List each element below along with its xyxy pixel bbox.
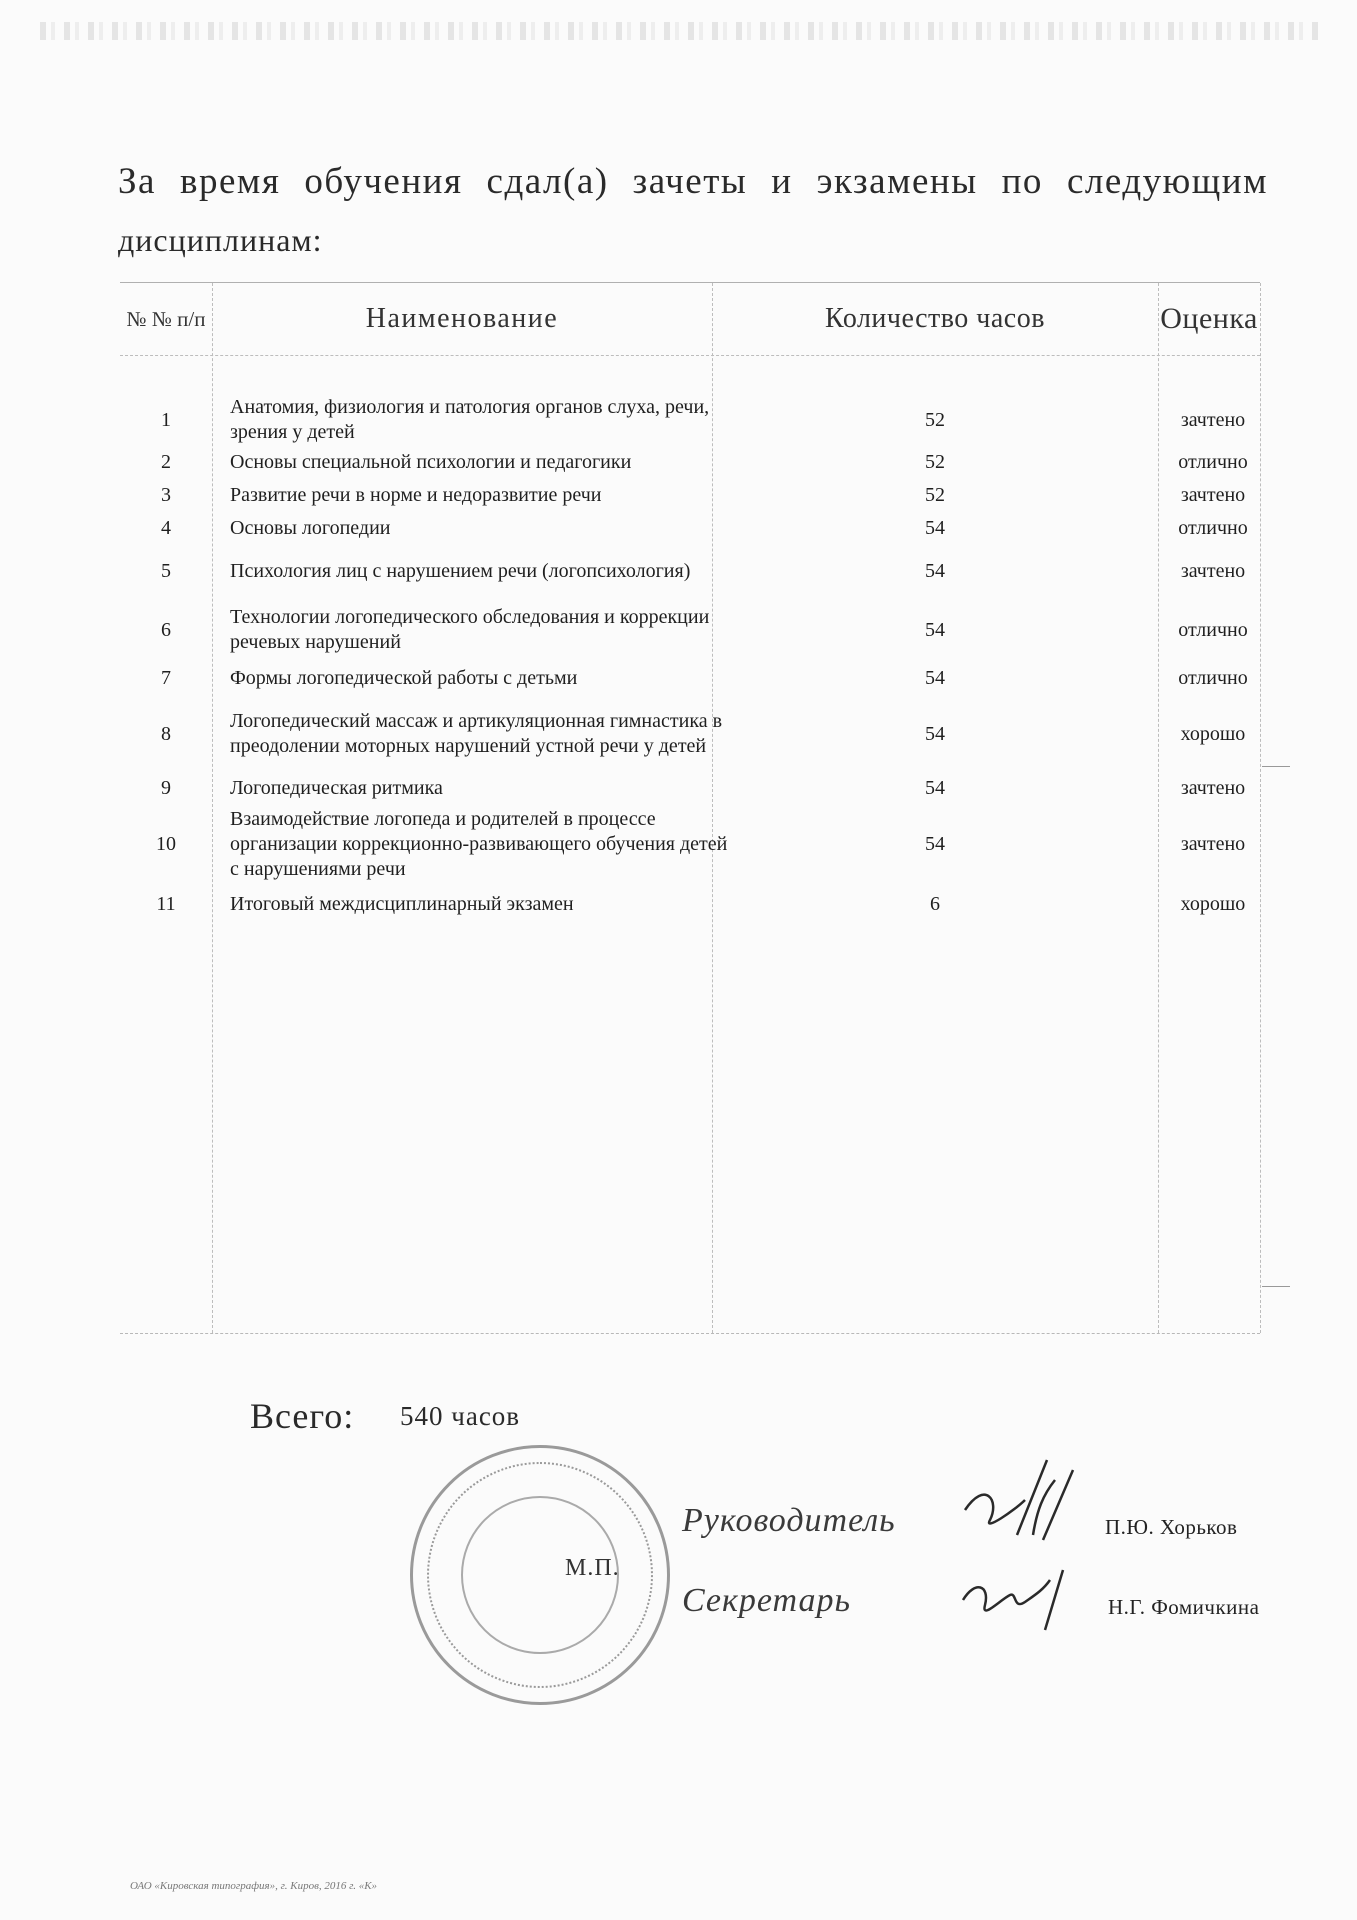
header-name: Наименование [365,303,559,334]
head-name: П.Ю. Хорьков [1105,1515,1238,1539]
row-hours: 54 [925,559,945,582]
row-name: Психология лиц с нарушением речи (логопсихология) [230,559,691,582]
table-row [120,447,1260,477]
page-heading-continuation: дисциплинам: [118,222,323,258]
head-role: Руководитель [682,1502,896,1539]
row-number: 7 [161,666,171,689]
table-row [120,696,1260,772]
row-number: 2 [161,450,171,473]
secretary-name: Н.Г. Фомичкина [1108,1595,1260,1619]
row-number: 11 [156,892,176,915]
row-hours: 54 [925,516,945,539]
row-name: Логопедический массаж и артикуляционная гимнастика в преодолении моторных нарушений устной речи у детей [230,710,723,757]
scan-edge-mark [1262,766,1290,767]
row-grade: зачтено [1180,559,1246,582]
row-grade: отлично [1178,666,1248,689]
row-hours: 54 [925,832,945,855]
row-number: 3 [161,483,171,506]
row-number: 5 [161,559,171,582]
row-name: Основы логопедии [230,516,391,539]
row-name: Формы логопедической работы с детьми [230,666,578,689]
header-divider [120,355,1260,356]
row-name: Анатомия, физиология и патология органов слуха, речи, зрения у детей [230,396,710,443]
row-hours: 52 [925,408,945,431]
row-hours: 54 [925,666,945,689]
row-name: Развитие речи в норме и недоразвитие речи [230,483,602,506]
row-name: Итоговый междисциплинарный экзамен [230,892,574,915]
table-row [120,663,1260,693]
total-label: Всего: [250,1396,355,1436]
total-section [250,1395,521,1437]
table-row [120,773,1260,803]
row-hours: 54 [925,722,945,745]
printer-footer: ОАО «Кировская типография», г. Киров, 2016 г. «К» [130,1880,378,1892]
secretary-role: Секретарь [682,1582,851,1619]
secretary-signature [955,1560,1075,1640]
table-row [120,605,1260,655]
row-grade: хорошо [1180,722,1246,745]
row-grade: зачтено [1180,483,1246,506]
table-row [120,546,1260,596]
table-row [120,395,1260,445]
scan-edge-mark [1262,1286,1290,1287]
row-hours: 54 [925,618,945,641]
row-grade: отлично [1178,450,1248,473]
row-grade: зачтено [1180,408,1246,431]
row-hours: 52 [925,483,945,506]
row-hours: 6 [930,892,940,915]
disciplines-table [120,282,1260,1334]
row-name: Технологии логопедического обследования и коррекции речевых нарушений [230,606,710,653]
total-value: 540 часов [400,1401,521,1431]
table-row [120,480,1260,510]
row-number: 1 [161,408,171,431]
row-name: Основы специальной психологии и педагогики [230,450,632,473]
table-row [120,513,1260,543]
table-row [120,806,1260,882]
row-grade: отлично [1178,618,1248,641]
row-grade: зачтено [1180,776,1246,799]
row-grade: отлично [1178,516,1248,539]
table-row [120,889,1260,919]
seal-place-label: М.П. [565,1555,620,1581]
row-number: 10 [156,832,176,855]
row-number: 8 [161,722,171,745]
row-grade: хорошо [1180,892,1246,915]
row-hours: 54 [925,776,945,799]
row-number: 4 [161,516,171,539]
page-heading: За время обучения сдал(а) зачеты и экзамены по следующим [118,161,1268,202]
official-seal [410,1445,670,1705]
row-hours: 52 [925,450,945,473]
head-signature [955,1440,1085,1550]
row-number: 6 [161,618,171,641]
row-name: Взаимодействие логопеда и родителей в процессе организации коррекционно-развивающего обучения детей с нарушениями речи [230,807,728,880]
scan-noise-strip [40,22,1320,40]
row-number: 9 [161,776,171,799]
row-grade: зачтено [1180,832,1246,855]
row-name: Логопедическая ритмика [230,776,443,799]
header-hours: Количество часов [825,303,1045,334]
header-number: № № п/п [126,307,206,331]
header-grade: Оценка [1160,302,1258,335]
